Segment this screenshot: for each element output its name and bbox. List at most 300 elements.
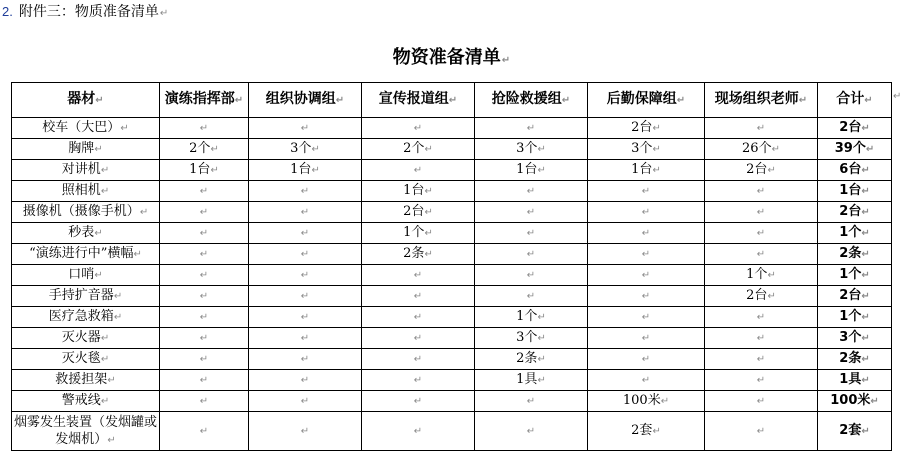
quantity-cell	[705, 370, 818, 391]
paragraph-mark-icon: ↵	[199, 123, 209, 134]
quantity-cell	[705, 118, 818, 139]
paragraph-mark-icon: ↵	[107, 434, 116, 446]
paragraph-mark-icon: ↵	[756, 396, 766, 407]
total-cell	[818, 391, 892, 412]
table-row	[12, 412, 892, 451]
total-value: 2条	[839, 246, 862, 261]
paragraph-mark-icon: ↵	[424, 144, 433, 155]
item-name-cell	[12, 244, 160, 265]
table-row	[12, 349, 892, 370]
quantity-value: 1个	[403, 225, 425, 240]
total-value: 2台	[839, 288, 862, 303]
item-name: 胸牌	[68, 141, 95, 156]
paragraph-mark-icon: ↵	[641, 186, 651, 197]
paragraph-mark-icon: ↵	[199, 270, 209, 281]
quantity-cell	[588, 307, 705, 328]
total-cell	[818, 181, 892, 202]
paragraph-mark-icon: ↵	[199, 228, 209, 239]
paragraph-mark-icon: ↵	[300, 426, 310, 437]
paragraph-mark-icon: ↵	[113, 291, 123, 302]
quantity-cell	[705, 139, 818, 160]
quantity-cell	[160, 202, 249, 223]
total-value: 2套	[839, 423, 862, 438]
paragraph-mark-icon: ↵	[501, 55, 511, 66]
quantity-value: 1个	[516, 309, 538, 324]
paragraph-mark-icon: ↵	[561, 95, 571, 106]
table-header-row	[12, 83, 892, 118]
quantity-cell	[249, 160, 362, 181]
paragraph-mark-icon: ↵	[133, 249, 142, 260]
quantity-cell	[362, 286, 475, 307]
quantity-cell	[362, 160, 475, 181]
quantity-value: 2台	[403, 204, 425, 219]
quantity-cell	[160, 370, 249, 391]
quantity-value: 3个	[631, 141, 653, 156]
quantity-cell	[249, 202, 362, 223]
quantity-cell	[475, 118, 588, 139]
paragraph-mark-icon: ↵	[861, 207, 870, 218]
paragraph-mark-icon: ↵	[199, 396, 209, 407]
quantity-cell	[160, 160, 249, 181]
paragraph-mark-icon: ↵	[413, 123, 423, 134]
quantity-value: 2条	[516, 351, 538, 366]
quantity-value: 2台	[746, 162, 768, 177]
paragraph-mark-icon: ↵	[641, 207, 651, 218]
quantity-cell	[705, 223, 818, 244]
paragraph-mark-icon: ↵	[424, 249, 433, 260]
paragraph-mark-icon: ↵	[652, 123, 661, 134]
item-name: 校车（大巴）	[42, 120, 121, 135]
paragraph-mark-icon: ↵	[413, 165, 423, 176]
quantity-cell	[475, 139, 588, 160]
total-cell	[818, 349, 892, 370]
paragraph-mark-icon: ↵	[413, 333, 423, 344]
quantity-value: 1个	[746, 267, 768, 282]
total-value: 39个	[834, 141, 866, 156]
column-header	[818, 83, 892, 118]
total-value: 2条	[839, 351, 862, 366]
table-row	[12, 370, 892, 391]
total-cell	[818, 328, 892, 349]
quantity-value: 2台	[746, 288, 768, 303]
paragraph-mark-icon: ↵	[95, 95, 104, 106]
paragraph-mark-icon: ↵	[100, 396, 110, 407]
quantity-cell	[160, 223, 249, 244]
total-cell	[818, 265, 892, 286]
paragraph-mark-icon: ↵	[210, 144, 219, 155]
quantity-cell	[249, 118, 362, 139]
table-row	[12, 244, 892, 265]
quantity-value: 100米	[622, 393, 661, 408]
paragraph-mark-icon: ↵	[652, 165, 661, 176]
quantity-cell	[160, 244, 249, 265]
quantity-cell	[705, 328, 818, 349]
paragraph-mark-icon: ↵	[641, 249, 651, 260]
total-cell	[818, 370, 892, 391]
quantity-cell	[362, 370, 475, 391]
paragraph-mark-icon: ↵	[526, 270, 536, 281]
quantity-cell	[705, 265, 818, 286]
quantity-cell	[705, 391, 818, 412]
paragraph-mark-icon: ↵	[652, 144, 661, 155]
quantity-cell	[362, 223, 475, 244]
item-name: “演练进行中”横幅	[29, 246, 134, 261]
paragraph-mark-icon: ↵	[861, 291, 870, 302]
paragraph-mark-icon: ↵	[756, 312, 766, 323]
quantity-cell	[475, 181, 588, 202]
document-title	[0, 47, 903, 72]
total-value: 6台	[839, 162, 862, 177]
title-text: 物资准备清单	[392, 47, 501, 68]
total-cell	[818, 286, 892, 307]
table-row	[12, 139, 892, 160]
paragraph-mark-icon: ↵	[199, 291, 209, 302]
column-header-label: 宣传报道组	[378, 91, 449, 107]
paragraph-mark-icon: ↵	[300, 228, 310, 239]
table-row	[12, 202, 892, 223]
quantity-cell	[362, 307, 475, 328]
paragraph-mark-icon: ↵	[756, 123, 766, 134]
quantity-value: 2个	[403, 141, 425, 156]
quantity-value: 2套	[631, 423, 653, 438]
paragraph-mark-icon: ↵	[94, 270, 103, 281]
quantity-cell	[588, 139, 705, 160]
quantity-cell	[475, 412, 588, 451]
paragraph-mark-icon: ↵	[300, 312, 310, 323]
quantity-cell	[588, 349, 705, 370]
quantity-cell	[362, 139, 475, 160]
column-header-label: 演练指挥部	[164, 91, 235, 107]
total-value: 1个	[839, 309, 862, 324]
item-name: 对讲机	[61, 162, 101, 177]
table-row	[12, 286, 892, 307]
item-name: 医疗急救箱	[48, 309, 114, 324]
item-name-cell	[12, 202, 160, 223]
paragraph-mark-icon: ↵	[300, 291, 310, 302]
total-cell	[818, 412, 892, 451]
paragraph-mark-icon: ↵	[300, 396, 310, 407]
quantity-cell	[249, 391, 362, 412]
quantity-cell	[588, 244, 705, 265]
total-cell	[818, 307, 892, 328]
quantity-cell	[588, 118, 705, 139]
paragraph-mark-icon: ↵	[870, 396, 879, 407]
paragraph-mark-icon: ↵	[526, 186, 536, 197]
paragraph-mark-icon: ↵	[756, 375, 766, 386]
quantity-cell	[160, 328, 249, 349]
item-name: 手持扩音器	[48, 288, 114, 303]
table-row	[12, 223, 892, 244]
total-cell	[818, 223, 892, 244]
total-value: 1个	[839, 225, 862, 240]
paragraph-mark-icon: ↵	[641, 333, 651, 344]
paragraph-mark-icon: ↵	[865, 144, 875, 155]
paragraph-mark-icon: ↵	[767, 165, 776, 176]
quantity-value: 1台	[290, 162, 312, 177]
paragraph-mark-icon: ↵	[526, 123, 536, 134]
paragraph-mark-icon: ↵	[199, 333, 209, 344]
item-name-cell	[12, 307, 160, 328]
quantity-cell	[475, 223, 588, 244]
quantity-cell	[249, 286, 362, 307]
quantity-cell	[588, 181, 705, 202]
item-name-cell	[12, 349, 160, 370]
quantity-value: 1具	[516, 372, 538, 387]
paragraph-mark-icon: ↵	[94, 228, 103, 239]
quantity-cell	[160, 307, 249, 328]
item-name: 救援担架	[55, 372, 108, 387]
paragraph-mark-icon: ↵	[641, 312, 651, 323]
paragraph-mark-icon: ↵	[199, 186, 209, 197]
paragraph-mark-icon: ↵	[300, 123, 310, 134]
paragraph-mark-icon: ↵	[641, 228, 651, 239]
paragraph-mark-icon: ↵	[210, 165, 219, 176]
quantity-cell	[588, 370, 705, 391]
quantity-cell	[362, 328, 475, 349]
heading-text: 附件三：物质准备清单	[18, 4, 159, 20]
quantity-cell	[475, 391, 588, 412]
quantity-cell	[160, 139, 249, 160]
paragraph-mark-icon: ↵	[107, 375, 116, 386]
item-name-cell	[12, 160, 160, 181]
item-name-cell	[12, 391, 160, 412]
quantity-cell	[249, 307, 362, 328]
quantity-cell	[249, 328, 362, 349]
paragraph-mark-icon: ↵	[413, 354, 423, 365]
item-name-cell	[12, 286, 160, 307]
quantity-cell	[249, 265, 362, 286]
paragraph-mark-icon: ↵	[335, 95, 345, 106]
item-name: 烟雾发生装置（发烟罐或发烟机）	[14, 414, 158, 447]
paragraph-mark-icon: ↵	[641, 270, 651, 281]
paragraph-mark-icon: ↵	[526, 228, 536, 239]
quantity-cell	[160, 286, 249, 307]
quantity-cell	[160, 118, 249, 139]
quantity-cell	[475, 349, 588, 370]
total-cell	[818, 139, 892, 160]
paragraph-mark-icon: ↵	[300, 375, 310, 386]
paragraph-mark-icon: ↵	[300, 354, 310, 365]
quantity-cell	[588, 412, 705, 451]
quantity-cell	[588, 328, 705, 349]
quantity-cell	[160, 391, 249, 412]
paragraph-mark-icon: ↵	[413, 312, 423, 323]
paragraph-mark-icon: ↵	[413, 426, 423, 437]
quantity-value: 2个	[189, 141, 211, 156]
total-value: 100米	[830, 393, 871, 408]
column-header	[475, 83, 588, 118]
paragraph-mark-icon: ↵	[537, 165, 546, 176]
quantity-cell	[362, 244, 475, 265]
item-name-cell	[12, 118, 160, 139]
quantity-cell	[705, 412, 818, 451]
column-header	[705, 83, 818, 118]
column-header	[12, 83, 160, 118]
paragraph-mark-icon: ↵	[861, 426, 870, 437]
item-name-cell	[12, 181, 160, 202]
paragraph-mark-icon: ↵	[526, 291, 536, 302]
quantity-value: 3个	[290, 141, 312, 156]
paragraph-mark-icon: ↵	[300, 186, 310, 197]
quantity-cell	[475, 244, 588, 265]
paragraph-mark-icon: ↵	[537, 375, 546, 386]
paragraph-mark-icon: ↵	[526, 396, 536, 407]
quantity-cell	[249, 370, 362, 391]
item-name-cell	[12, 139, 160, 160]
quantity-cell	[249, 349, 362, 370]
quantity-value: 3个	[516, 330, 538, 345]
paragraph-mark-icon: ↵	[448, 95, 458, 106]
quantity-cell	[705, 244, 818, 265]
table-row	[12, 181, 892, 202]
quantity-value: 1台	[631, 162, 653, 177]
quantity-cell	[160, 349, 249, 370]
quantity-cell	[362, 202, 475, 223]
quantity-cell	[705, 160, 818, 181]
quantity-cell	[362, 265, 475, 286]
paragraph-mark-icon: ↵	[100, 354, 110, 365]
paragraph-mark-icon: ↵	[300, 270, 310, 281]
item-name: 警戒线	[61, 393, 101, 408]
column-header	[160, 83, 249, 118]
quantity-cell	[249, 181, 362, 202]
quantity-cell	[588, 160, 705, 181]
paragraph-mark-icon: ↵	[861, 165, 870, 176]
paragraph-mark-icon: ↵	[756, 186, 766, 197]
item-name: 秒表	[68, 225, 95, 240]
paragraph-mark-icon: ↵	[771, 144, 780, 155]
quantity-cell	[705, 181, 818, 202]
paragraph-mark-icon: ↵	[300, 333, 310, 344]
quantity-cell	[249, 139, 362, 160]
paragraph-mark-icon: ↵	[767, 291, 776, 302]
paragraph-mark-icon: ↵	[311, 165, 320, 176]
total-cell	[818, 202, 892, 223]
paragraph-mark-icon: ↵	[861, 270, 870, 281]
paragraph-mark-icon: ↵	[300, 249, 310, 260]
table-row	[12, 160, 892, 181]
total-value: 2台	[839, 120, 862, 135]
paragraph-mark-icon: ↵	[641, 291, 651, 302]
column-header-label: 后勤保障组	[606, 91, 677, 107]
paragraph-mark-icon: ↵	[120, 123, 129, 134]
quantity-cell	[588, 202, 705, 223]
quantity-cell	[475, 370, 588, 391]
paragraph-mark-icon: ↵	[139, 207, 149, 218]
quantity-cell	[588, 391, 705, 412]
paragraph-mark-icon: ↵	[861, 186, 870, 197]
total-cell	[818, 160, 892, 181]
column-header-label: 抢险救援组	[491, 91, 562, 107]
total-value: 1具	[839, 372, 862, 387]
paragraph-mark-icon: ↵	[100, 333, 110, 344]
quantity-cell	[160, 412, 249, 451]
total-value: 1台	[839, 183, 862, 198]
paragraph-mark-icon: ↵	[199, 354, 209, 365]
heading-number: 2.	[2, 4, 13, 19]
paragraph-mark-icon: ↵	[413, 270, 423, 281]
paragraph-mark-icon: ↵	[861, 123, 870, 134]
table-row	[12, 265, 892, 286]
item-name-cell	[12, 328, 160, 349]
paragraph-mark-icon: ↵	[756, 207, 766, 218]
table-row	[12, 307, 892, 328]
item-name: 灭火毯	[61, 351, 101, 366]
paragraph-mark-icon: ↵	[861, 249, 870, 260]
item-name-cell	[12, 370, 160, 391]
paragraph-mark-icon: ↵	[300, 207, 310, 218]
paragraph-mark-icon: ↵	[641, 354, 651, 365]
item-name-cell	[12, 265, 160, 286]
paragraph-mark-icon: ↵	[199, 375, 209, 386]
column-header-label: 合计	[836, 91, 865, 107]
item-name-cell	[12, 223, 160, 244]
paragraph-mark-icon: ↵	[537, 354, 546, 365]
paragraph-mark-icon: ↵	[424, 228, 433, 239]
quantity-cell	[249, 223, 362, 244]
quantity-value: 1台	[516, 162, 538, 177]
paragraph-mark-icon: ↵	[756, 249, 766, 260]
paragraph-mark-icon: ↵	[660, 396, 670, 407]
paragraph-mark-icon: ↵	[413, 396, 423, 407]
paragraph-mark-icon: ↵	[100, 165, 110, 176]
paragraph-mark-icon: ↵	[676, 95, 686, 106]
quantity-cell	[588, 286, 705, 307]
quantity-cell	[249, 244, 362, 265]
paragraph-mark-icon: ↵	[798, 95, 808, 106]
paragraph-mark-icon: ↵	[526, 249, 536, 260]
table-row	[12, 118, 892, 139]
paragraph-mark-icon: ↵	[424, 186, 433, 197]
total-cell	[818, 244, 892, 265]
attachment-heading	[2, 3, 168, 23]
item-name: 照相机	[61, 183, 101, 198]
quantity-value: 1台	[403, 183, 425, 198]
quantity-cell	[362, 391, 475, 412]
quantity-cell	[362, 412, 475, 451]
paragraph-mark-icon: ↵	[861, 228, 870, 239]
paragraph-mark-icon: ↵	[864, 95, 873, 106]
quantity-cell	[249, 412, 362, 451]
paragraph-mark-icon: ↵	[861, 333, 870, 344]
item-name: 灭火器	[61, 330, 101, 345]
total-value: 2台	[839, 204, 862, 219]
materials-table	[11, 82, 892, 451]
paragraph-mark-icon: ↵	[861, 312, 870, 323]
paragraph-mark-icon: ↵	[94, 144, 103, 155]
paragraph-mark-icon: ↵	[199, 207, 209, 218]
paragraph-mark-icon: ↵	[861, 354, 870, 365]
row-end-mark-icon: ↵	[893, 91, 902, 102]
paragraph-mark-icon: ↵	[199, 312, 209, 323]
paragraph-mark-icon: ↵	[537, 144, 546, 155]
paragraph-mark-icon: ↵	[861, 375, 870, 386]
quantity-cell	[588, 223, 705, 244]
paragraph-mark-icon: ↵	[756, 228, 766, 239]
column-header-label: 器材	[67, 91, 96, 107]
quantity-value: 2台	[631, 120, 653, 135]
paragraph-mark-icon: ↵	[537, 333, 546, 344]
total-value: 3个	[839, 330, 862, 345]
paragraph-mark-icon: ↵	[526, 426, 536, 437]
item-name-cell	[12, 412, 160, 451]
item-name: 口哨	[68, 267, 95, 282]
quantity-cell	[475, 307, 588, 328]
paragraph-mark-icon: ↵	[100, 186, 110, 197]
quantity-value: 2条	[403, 246, 425, 261]
table-row	[12, 328, 892, 349]
column-header	[249, 83, 362, 118]
